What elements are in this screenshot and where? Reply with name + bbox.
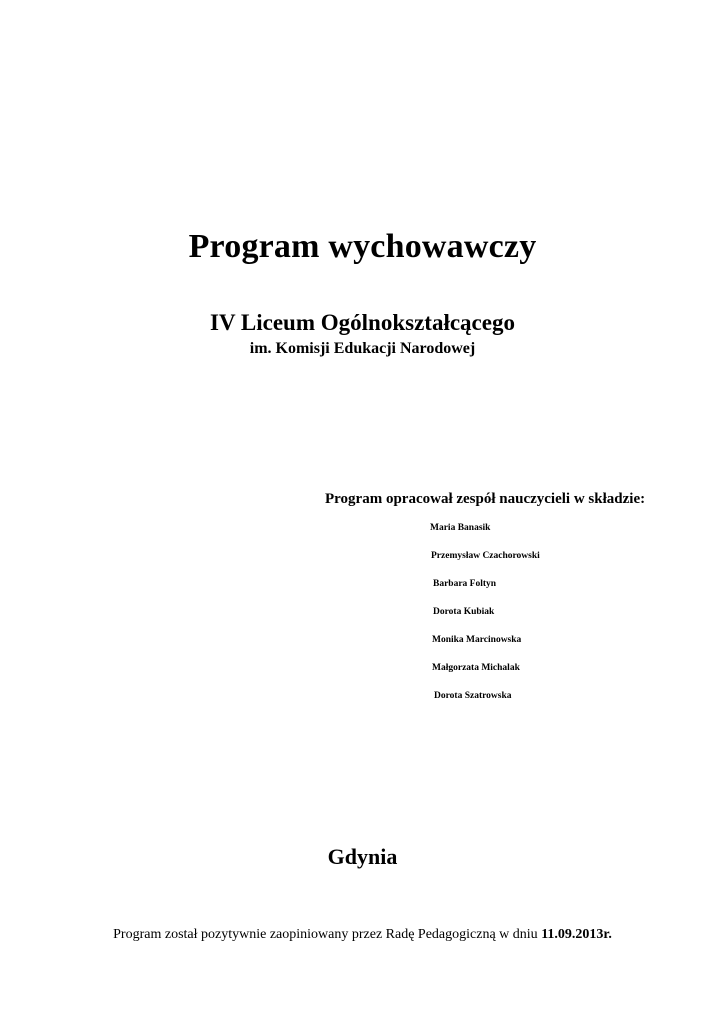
- team-member-list: [430, 520, 540, 716]
- city-name: Gdynia: [327, 844, 398, 869]
- team-member: Dorota Kubiak: [433, 607, 495, 617]
- approval-note: [0, 927, 725, 943]
- team-member: Przemysław Czachorowski: [431, 551, 540, 561]
- team-member: Barbara Foltyn: [433, 579, 497, 589]
- school-patron: im. Komisji Edukacji Narodowej: [249, 340, 476, 357]
- team-member: Małgorzata Michalak: [432, 663, 520, 673]
- school-name: IV Liceum Ogólnokształcącego: [210, 310, 515, 335]
- team-member: Dorota Szatrowska: [434, 691, 512, 701]
- team-member: Maria Banasik: [430, 523, 491, 533]
- document-title: Program wychowawczy: [188, 228, 537, 265]
- approval-note-text: Program został pozytywnie zaopiniowany przez Radę Pedagogiczną w dniu: [113, 927, 542, 942]
- team-member: Monika Marcinowska: [432, 635, 522, 645]
- team-heading: Program opracował zespół nauczycieli w składzie:: [325, 491, 646, 507]
- approval-date: 11.09.2013r.: [541, 927, 612, 942]
